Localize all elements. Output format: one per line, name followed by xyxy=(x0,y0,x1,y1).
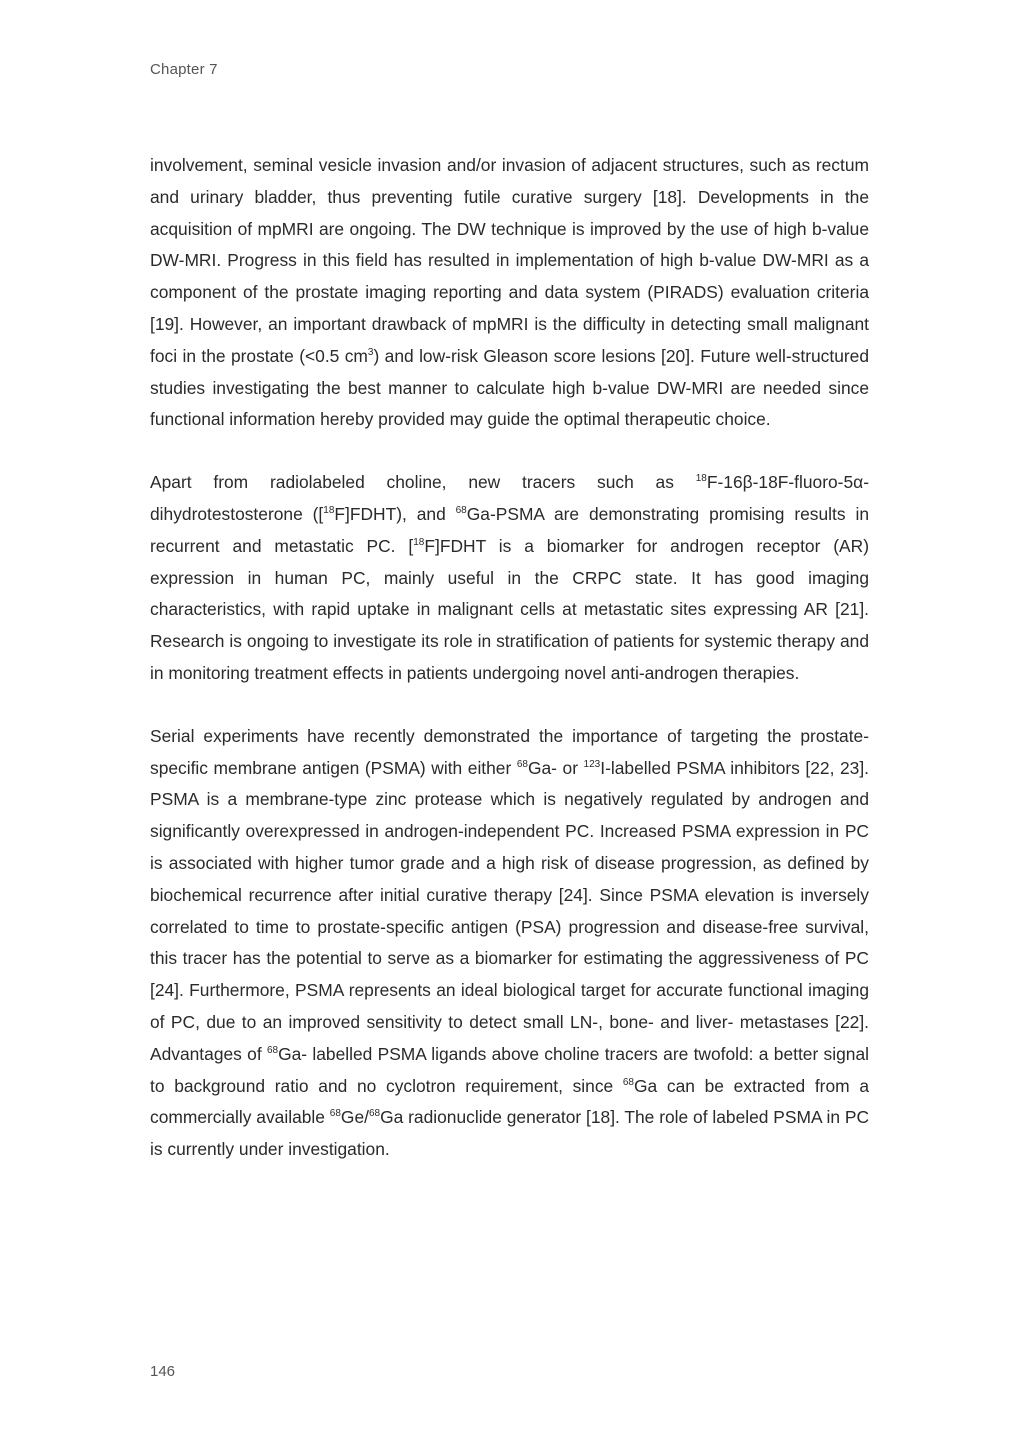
superscript: 18 xyxy=(323,505,335,517)
text-run: Ga- labelled PSMA ligands above choline tracers are twofold: a better signal to background ratio and no cyclotron requirement, since xyxy=(150,1043,869,1096)
paragraph-3 xyxy=(150,721,869,1166)
superscript: 68 xyxy=(266,1044,279,1056)
paragraph-2 xyxy=(150,467,869,690)
text-run: F]FDHT is a biomarker for androgen receptor (AR) expression in human PC, mainly useful in the CRPC state. It has good imaging characteristics, with rapid uptake in malignant cells at metastatic sites expressing AR [21]. Research is ongoing to investigate its role in stratification of patients for systemic therapy and in monitoring treatment effects in patients undergoing novel anti-androgen therapies. xyxy=(150,535,869,683)
superscript: 18 xyxy=(695,473,707,485)
body-text xyxy=(150,150,869,1197)
superscript: 68 xyxy=(622,1076,634,1088)
text-run: Ga radionuclide generator [18]. The role of labeled PSMA in PC is currently under investigation. xyxy=(150,1107,870,1160)
superscript: 68 xyxy=(516,758,528,770)
text-run: Ga- or xyxy=(527,757,584,778)
text-run: Ga-PSMA are demonstrating promising results in recurrent and metastatic PC. [ xyxy=(150,503,869,556)
paragraph-1 xyxy=(150,150,869,436)
text-run: I-labelled PSMA inhibitors [22, 23]. PSMA is a membrane-type zinc protease which is negatively regulated by androgen and significantly overexpressed in androgen-independent PC. Increased PSMA expression in PC is associated with higher tumor grade and a high risk of disease progression, as defined by biochemical recurrence after initial curative therapy [24]. Since PSMA elevation is inversely correlated to time to prostate-specific antigen (PSA) progression and disease-free survival, this tracer has the potential to serve as a biomarker for estimating the aggressiveness of PC [24]. Furthermore, PSMA represents an ideal biological target for accurate functional imaging of PC, due to an improved sensitivity to detect small LN-, bone- and liver- metastases [22]. Advantages of xyxy=(150,757,869,1064)
page-number: 146 xyxy=(150,1363,176,1380)
text-run: ) and low-risk Gleason score lesions [20]. Future well-structured studies investigating the best manner to calculate high b-value DW-MRI are needed since functional information hereby provided may guide the optimal therapeutic choice. xyxy=(150,345,869,430)
superscript: 18 xyxy=(413,536,425,548)
superscript: 68 xyxy=(329,1108,341,1120)
superscript: 68 xyxy=(368,1108,381,1120)
text-run: Apart from radiolabeled choline, new tracers such as xyxy=(150,472,696,493)
running-header: Chapter 7 xyxy=(150,61,218,78)
text-run: Serial experiments have recently demonstrated the importance of targeting the prostate-specific membrane antigen (PSMA) with either xyxy=(150,725,869,778)
text-run: Ge/ xyxy=(340,1107,369,1128)
text-run: Ga can be extracted from a commercially available xyxy=(150,1075,869,1128)
text-run: F-16β-18F-fluoro-5α-dihydrotestosterone ([ xyxy=(150,472,869,524)
text-run: F]FDHT), and xyxy=(334,503,456,524)
superscript: 3 xyxy=(367,346,374,358)
superscript: 68 xyxy=(455,505,467,517)
superscript: 123 xyxy=(583,758,601,770)
text-run: involvement, seminal vesicle invasion and/or invasion of adjacent structures, such as rectum and urinary bladder, thus preventing futile curative surgery [18]. Developments in the acquisition of mpMRI are ongoing. The DW technique is improved by the use of high b-value DW-MRI. Progress in this field has resulted in implementation of high b-value DW-MRI as a component of the prostate imaging reporting and data system (PIRADS) evaluation criteria [19]. However, an important drawback of mpMRI is the difficulty in detecting small malignant foci in the prostate (<0.5 cm xyxy=(150,155,869,366)
